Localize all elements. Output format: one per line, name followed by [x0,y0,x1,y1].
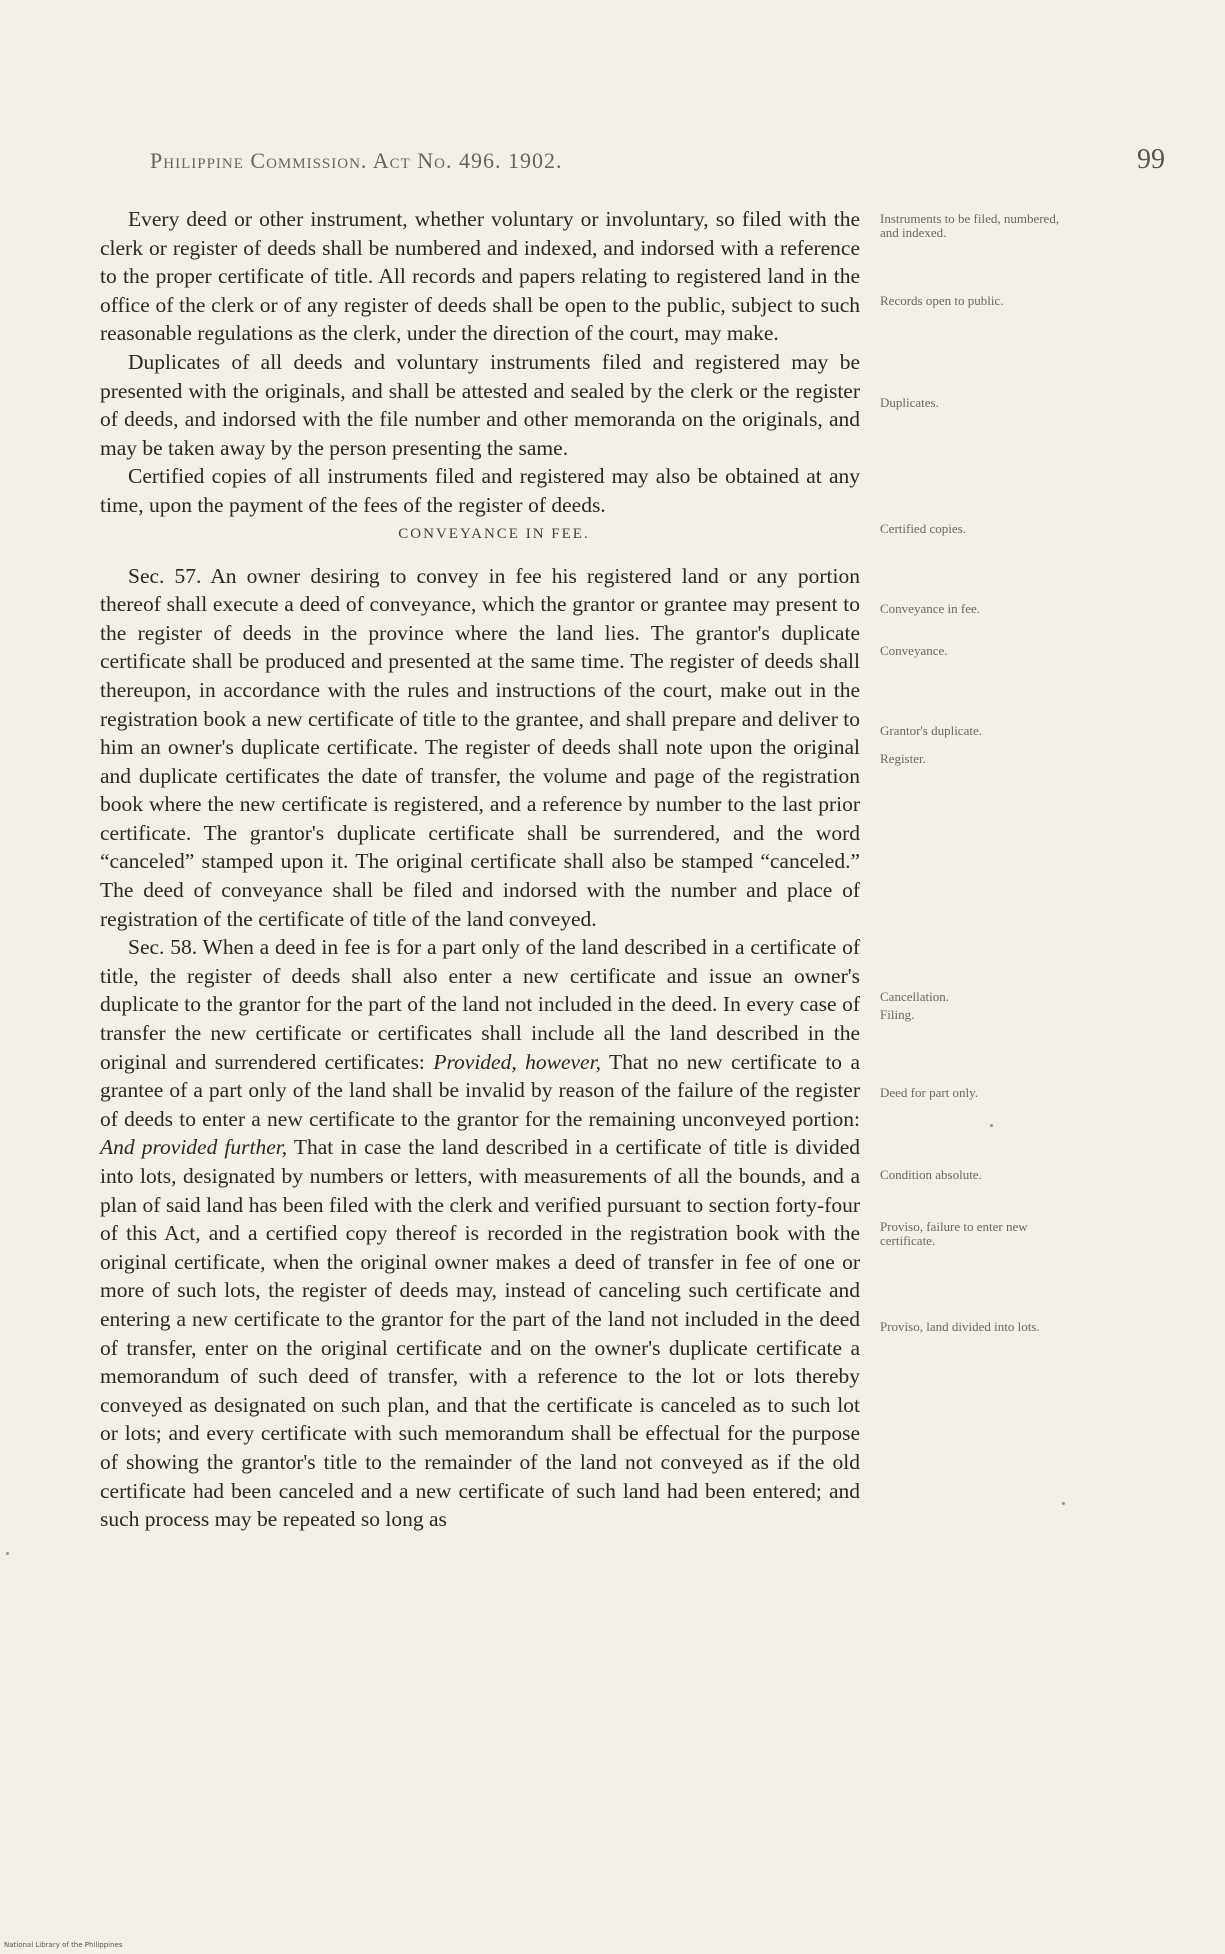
section-57: Sec. 57. An owner desiring to convey in fee his registered land or any portion thereof shall execute a deed of conveyance, which the grantor or grantee may present to the register of deeds in the province where the land lies. The grantor's duplicate certificate shall be produced and presented at the same time. The register of deeds shall thereupon, in accordance with the rules and instructions of the court, make out in the registration book a new certificate of title to the grantee, and shall prepare and deliver to him an owner's duplicate certificate. The register of deeds shall note upon the original and duplicate certificates the date of transfer, the volume and page of the registration book where the new certificate is registered, and a reference by number to the last prior certificate. The grantor's duplicate certificate shall be surrendered, and the word “canceled” stamped upon it. The original certificate shall also be stamped “canceled.” The deed of conveyance shall be filed and indorsed with the number and place of registration of the certificate of title of the land conveyed. [100,563,860,931]
scan-footer [0,1936,1225,1954]
note-condition-absolute: Condition absolute. [880,1167,982,1182]
note-grantors-duplicate: Grantor's duplicate. [880,723,982,738]
note-duplicates: Duplicates. [880,395,939,410]
note-certified-copies: Certified copies. [880,521,966,536]
section-58-text-c: That in case the land described in a certificate of title is divided into lots, designated by numbers or letters, with measurements of all the bounds, and a plan of said land has been filed with the clerk and verified pursuant to section forty-four of this Act, and a certified copy thereof is recorded in the registration book with the original certificate, when the original owner makes a deed of transfer in fee of one or more of such lots, the register of deeds may, instead of canceling such certificate and entering a new certificate to the grantor for the part of the land not included in the deed of transfer, enter on the original certificate and on the owner's duplicate certificate a memorandum of such deed of transfer, with a reference to the lot or lots thereby conveyed as designated on such plan, and that the certificate is canceled as to such lot or lots; and every certificate with such memorandum shall be effectual for the purpose of showing the grantor's title to the remainder of the land not conveyed as if the old certificate had been canceled and a new certificate of such land had been entered; and such process may be repeated so long as [100,1135,860,1532]
proviso-however: Provided, however, [433,1049,601,1074]
note-proviso-land-divided: Proviso, land divided into lots. [880,1319,1040,1334]
note-register: Register. [880,751,926,766]
proviso-further: And provided further, [100,1135,288,1160]
note-deed-part-only: Deed for part only. [880,1085,979,1100]
note-records: Records open to public. [880,293,1004,308]
section-58 [100,933,860,1533]
paragraph-duplicates: Duplicates of all deeds and voluntary instruments filed and registered may be presented with the originals, and shall be attested and sealed by the clerk or the register of deeds, and indorsed with the file number and other memoranda on the originals, and may be taken away by the person presenting the same. [100,349,860,460]
running-head: Philippine Commission. Act No. 496. 1902. [150,148,563,173]
note-conveyance-in-fee: Conveyance in fee. [880,601,980,616]
page-number: 99 [1137,144,1165,175]
note-filing: Filing. [880,1007,915,1022]
section-58-text-a: Sec. 58. When a deed in fee is for a part only of the land described in a certificate of title, the register of deeds shall also enter a new certificate and issue an owner's duplicate to the grantor for the part of the land not included in the deed. In every case of transfer the new certificate or certificates shall include all the land described in the original and surrendered certificates: [100,935,860,1074]
note-conveyance: Conveyance. [880,643,948,658]
body-text [100,205,860,1534]
note-instruments: Instruments to be filed, numbered, and indexed. [880,211,1060,240]
section-heading: CONVEYANCE IN FEE. [398,525,590,542]
margin-notes [880,0,1060,1954]
section-58-text-b: That no new certificate to a grantee of a part only of the land shall be invalid by reason of the failure of the register of deeds to enter a new certificate to the grantor for the remaining unconveyed portion: [100,1049,860,1131]
scan-credit: National Library of the Philippines [4,1941,123,1949]
paragraph-instruments: Every deed or other instrument, whether voluntary or involuntary, so filed with the clerk or register of deeds shall be numbered and indexed, and indorsed with a reference to the proper certificate of title. All records and papers relating to registered land in the office of the clerk or of any register of deeds shall be open to the public, subject to such reasonable regulations as the clerk, under the direction of the court, may make. [100,207,860,346]
paragraph-certified-copies: Certified copies of all instruments filed and registered may also be obtained at any time, upon the payment of the fees of the register of deeds. [100,464,860,517]
note-proviso-failure: Proviso, failure to enter new certificate. [880,1219,1028,1248]
note-cancellation: Cancellation. [880,989,949,1004]
